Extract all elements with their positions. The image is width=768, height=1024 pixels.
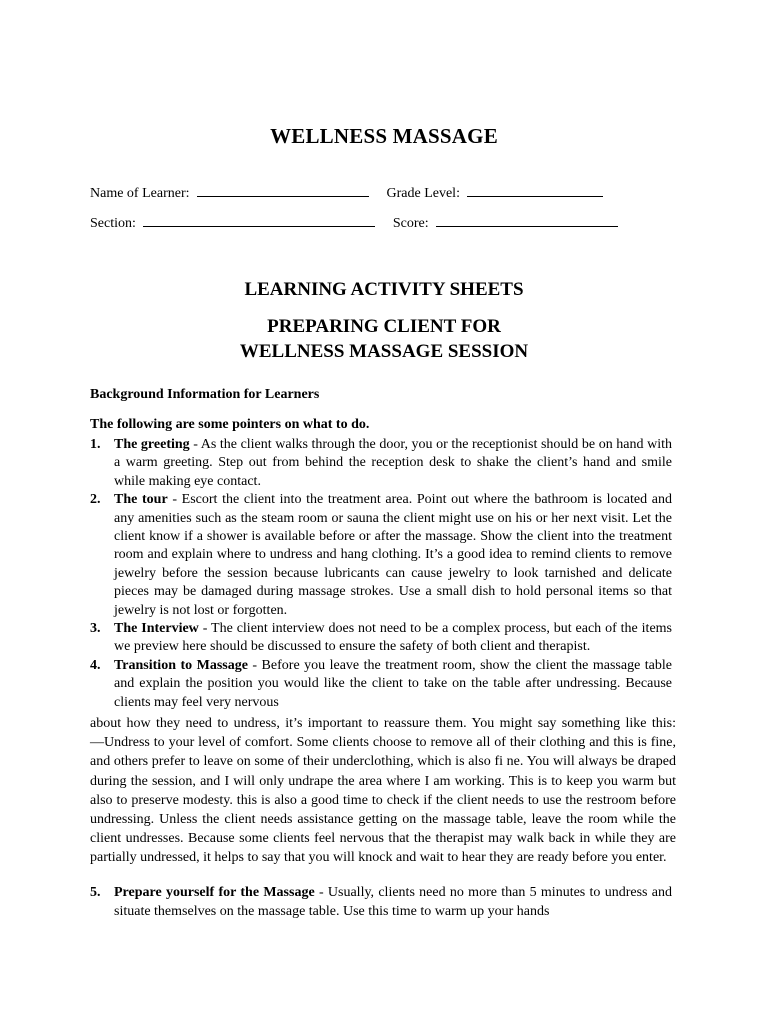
grade-field bbox=[387, 184, 604, 202]
pointers-list bbox=[90, 436, 672, 712]
pointers-list-continued bbox=[90, 883, 672, 921]
document-title: WELLNESS MASSAGE bbox=[270, 124, 498, 148]
score-label: Score: bbox=[392, 216, 429, 231]
list-item bbox=[90, 436, 672, 491]
score-blank-line bbox=[436, 214, 618, 227]
section-label: Section: bbox=[90, 216, 136, 231]
name-field bbox=[90, 184, 369, 202]
section-score-row bbox=[90, 214, 618, 232]
learner-info-row bbox=[90, 184, 603, 202]
list-item bbox=[90, 657, 672, 712]
list-item-number: 1. bbox=[90, 437, 101, 452]
topic-heading-line1: PREPARING CLIENT FOR bbox=[267, 316, 501, 337]
list-item-label: The Interview bbox=[114, 621, 199, 637]
list-item-label: The tour bbox=[114, 492, 168, 508]
list-item-text: - Escort the client into the treatment area. Point out where the bathroom is located and any amenities such as the steam room or sauna the client might use on his or her next visit. Let the client know if a shower is available before or after the massage. Show the client into the treatment room and explain where to undress and hang clothing. It’s a good idea to remind clients to remove jewelry before the session because lubricants can cause jewelry to look tarnished and delicate pieces may be damaged during massage strokes. Use a small dish to hold personal items so that jewelry is not lost or forgotten. bbox=[114, 492, 672, 618]
list-item-label: Transition to Massage bbox=[114, 657, 248, 673]
list-item bbox=[90, 883, 672, 921]
list-item-number: 2. bbox=[90, 492, 101, 508]
section-field bbox=[90, 214, 375, 232]
list-item-text: - Before you leave the treatment room, show the client the massage table and explain the position you would like the client to take on the table after undressing. Because clients may feel very nervous bbox=[114, 657, 672, 710]
list-item bbox=[90, 620, 672, 657]
score-field bbox=[393, 214, 618, 232]
list-item-text: - The client interview does not need to be a complex process, but each of the items we preview here should be discussed to ensure the safety of both client and therapist. bbox=[114, 621, 672, 655]
list-item-text: - As the client walks through the door, you or the receptionist should be on hand with a warm greeting. Step out from behind the reception desk to shake the client’s hand and smile while making eye contact. bbox=[114, 437, 672, 489]
list-item-number: 3. bbox=[90, 621, 101, 637]
grade-blank-line bbox=[467, 184, 603, 197]
pointers-intro: The following are some pointers on what to do. bbox=[90, 417, 370, 432]
name-blank-line bbox=[197, 184, 369, 197]
list-item bbox=[90, 491, 672, 620]
list-item-text: - Usually, clients need no more than 5 minutes to undress and situate themselves on the massage table. Use this time to warm up your hands bbox=[114, 885, 672, 919]
grade-label: Grade Level: bbox=[386, 186, 460, 201]
name-label: Name of Learner: bbox=[90, 186, 190, 201]
section-blank-line bbox=[143, 214, 375, 227]
activity-sheets-heading: LEARNING ACTIVITY SHEETS bbox=[244, 279, 524, 300]
list-item-label: The greeting bbox=[114, 437, 190, 452]
list-item-label: Prepare yourself for the Massage bbox=[114, 885, 315, 900]
list-item-number: 5. bbox=[90, 885, 101, 900]
continuation-paragraph: about how they need to undress, it’s important to reassure them. You might say something like this: ―Undress to your level of comfort. Some clients choose to remove all of their clothing and this is fine, and others prefer to leave on some of their underclothing, which is also fi ne. You will always be draped during the session, and I will only undrape the area where I am working. This is to keep you warm but also to preserve modesty. this is also a good time to check if the client needs to use the restroom before undressing. Unless the client needs assistance getting on the massage table, leave the room while the client undresses. Because some clients feel nervous that the therapist may walk back in while they are partially undressed, it helps to say that you will knock and wait to hear they are ready before you enter. bbox=[90, 716, 676, 866]
background-heading: Background Information for Learners bbox=[90, 387, 320, 402]
list-item-number: 4. bbox=[90, 657, 101, 673]
topic-heading-line2: WELLNESS MASSAGE SESSION bbox=[239, 341, 529, 362]
